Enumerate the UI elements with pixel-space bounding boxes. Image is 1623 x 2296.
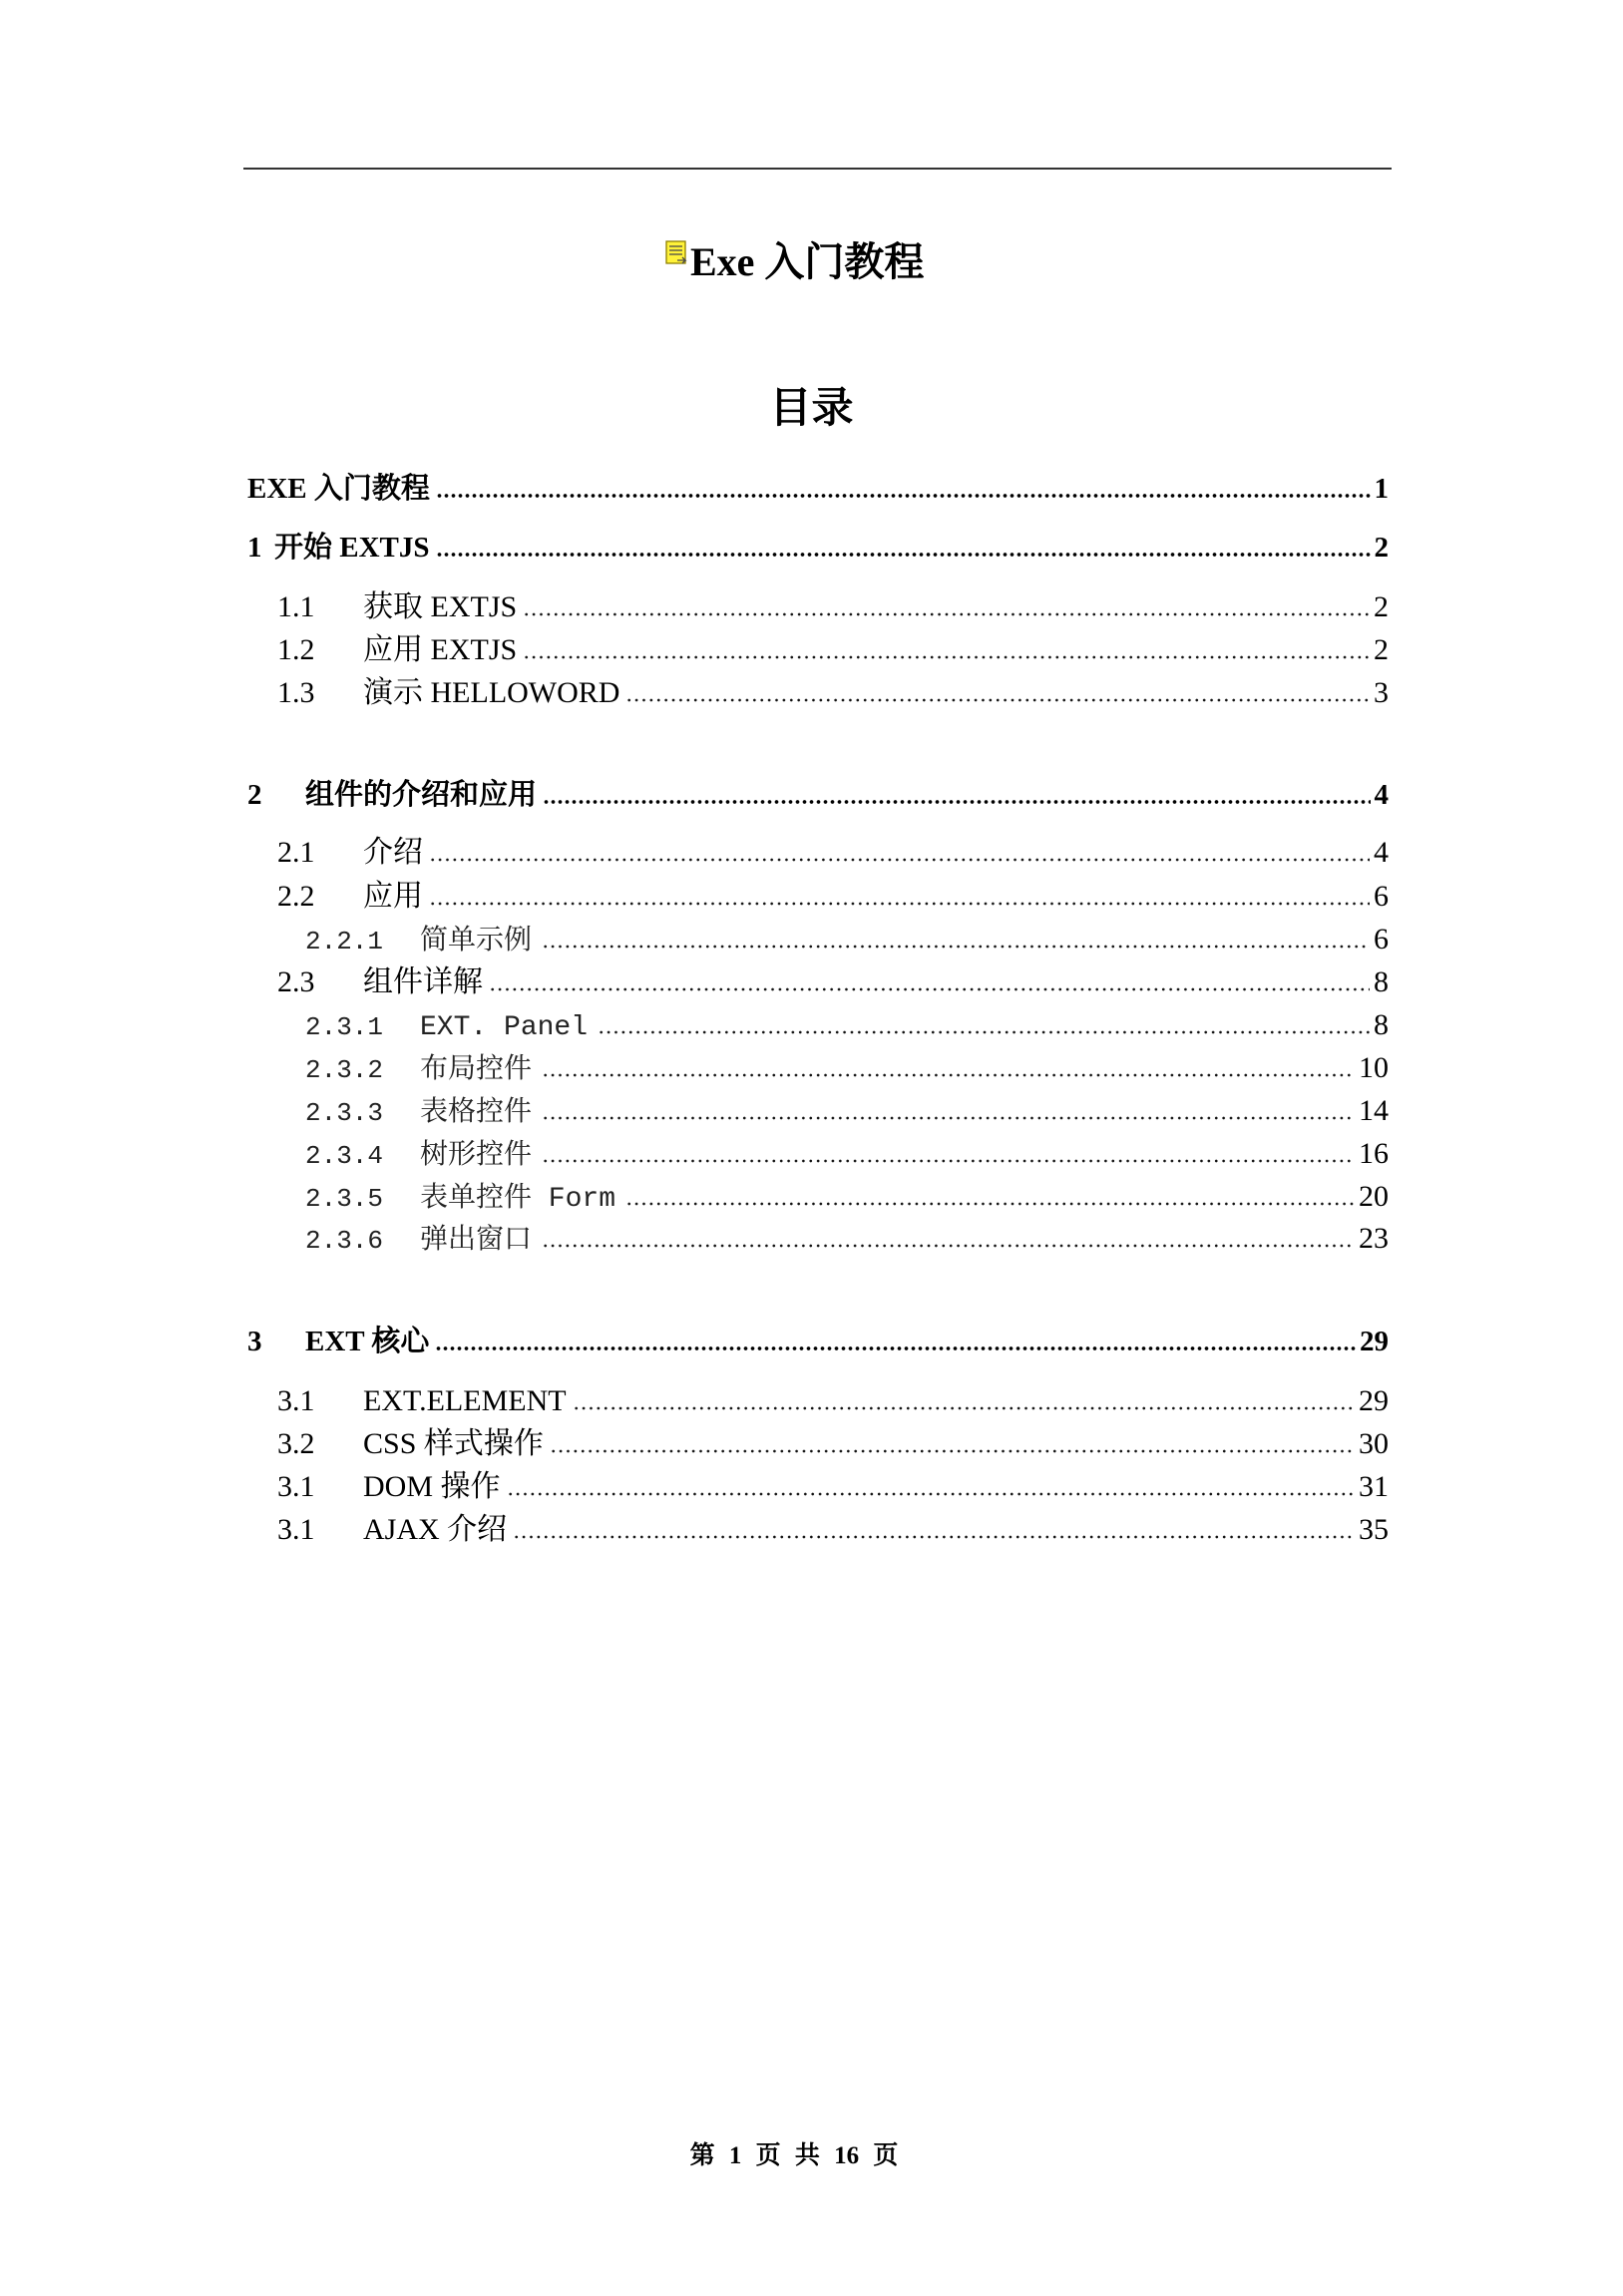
toc-entry[interactable] xyxy=(277,962,1389,1002)
toc-entry-page: 29 xyxy=(1360,1326,1389,1357)
dot-leader xyxy=(436,553,1371,557)
dot-leader xyxy=(542,1073,1355,1077)
toc-entry-page: 6 xyxy=(1374,880,1389,913)
toc-entry-label: 布局控件 xyxy=(420,1055,533,1086)
toc-entry-label: 应用 xyxy=(363,880,423,913)
dot-leader xyxy=(542,945,1370,949)
dot-leader xyxy=(625,698,1370,702)
toc-entry-page: 29 xyxy=(1359,1384,1389,1417)
toc-entry-number: 2.3.2 xyxy=(305,1055,384,1085)
toc-entry-label: 表格控件 xyxy=(420,1098,533,1129)
toc-entry[interactable] xyxy=(247,469,1389,509)
dot-leader xyxy=(542,1159,1355,1163)
toc-entry-label: AJAX 介绍 xyxy=(363,1513,508,1546)
dot-leader xyxy=(507,1492,1355,1496)
toc-entry[interactable] xyxy=(305,1005,1389,1045)
toc-entry-page: 3 xyxy=(1374,676,1389,709)
toc-entry-label: 获取 EXTJS xyxy=(363,590,518,623)
toc-entry-page: 2 xyxy=(1374,633,1389,666)
toc-entry[interactable] xyxy=(277,1424,1389,1464)
dot-leader xyxy=(436,494,1371,498)
toc-entry[interactable] xyxy=(277,833,1389,873)
dot-leader xyxy=(598,1030,1370,1034)
toc-entry-label: 开始 EXTJS xyxy=(274,532,430,564)
toc-entry-page: 4 xyxy=(1374,779,1389,811)
toc-entry-label: 弹出窗口 xyxy=(420,1226,533,1257)
toc-entry-label: 介绍 xyxy=(363,836,423,869)
toc-entry-page: 23 xyxy=(1359,1222,1389,1255)
toc-entry-label: CSS 样式操作 xyxy=(363,1427,544,1460)
dot-leader xyxy=(435,1346,1356,1350)
header-rule xyxy=(243,168,1392,170)
toc-entry-label: 组件详解 xyxy=(363,965,483,998)
toc-entry-label: 演示 HELLOWORD xyxy=(363,676,620,709)
dot-leader xyxy=(550,1449,1355,1453)
toc-entry-label: EXE 入门教程 xyxy=(247,473,430,505)
toc-entry[interactable] xyxy=(305,1177,1389,1217)
toc-entry-label: 简单示例 xyxy=(420,927,533,957)
toc-entry[interactable] xyxy=(277,630,1389,670)
toc-entry-page: 10 xyxy=(1359,1051,1389,1084)
toc-entry[interactable] xyxy=(247,528,1389,568)
toc-entry-page: 30 xyxy=(1359,1427,1389,1460)
toc-entry-label: EXT. Panel xyxy=(420,1012,589,1043)
toc-entry-number: 1.2 xyxy=(277,633,315,666)
toc-entry[interactable] xyxy=(305,1048,1389,1088)
toc-entry-number: 2.3.5 xyxy=(305,1184,384,1214)
toc-entry-number: 2.3.1 xyxy=(305,1012,384,1042)
document-title: Exe 入门教程 xyxy=(690,239,925,284)
toc-entry-page: 31 xyxy=(1359,1470,1389,1503)
toc-entry[interactable] xyxy=(305,920,1389,959)
toc-entry[interactable] xyxy=(305,1219,1389,1259)
toc-entry-page: 16 xyxy=(1359,1137,1389,1170)
toc-entry-label: 树形控件 xyxy=(420,1141,533,1172)
toc-entry-number: 3.1 xyxy=(277,1470,315,1503)
dot-leader xyxy=(542,1244,1355,1248)
toc-entry-page: 35 xyxy=(1359,1513,1389,1546)
toc-entry-label: EXT.ELEMENT xyxy=(363,1384,567,1417)
toc-entry-page: 14 xyxy=(1359,1094,1389,1127)
toc-entry[interactable] xyxy=(305,1134,1389,1174)
dot-leader xyxy=(429,858,1370,862)
dot-leader xyxy=(429,902,1370,906)
toc-heading: 目录 xyxy=(769,386,854,432)
toc-entry-page: 4 xyxy=(1374,836,1389,869)
toc-entry-number: 2.1 xyxy=(277,836,315,869)
toc-entry[interactable] xyxy=(277,1467,1389,1507)
dot-leader xyxy=(543,800,1370,804)
dot-leader xyxy=(523,655,1370,659)
toc-entry-page: 2 xyxy=(1374,532,1389,564)
dot-leader xyxy=(542,1116,1355,1120)
toc-entry[interactable] xyxy=(277,673,1389,713)
toc-entry-number: 2.3.6 xyxy=(305,1226,384,1256)
toc-entry[interactable] xyxy=(305,1091,1389,1131)
toc-entry-number: 3.1 xyxy=(277,1384,315,1417)
dot-leader xyxy=(523,612,1370,616)
toc-entry-number: 1.3 xyxy=(277,676,315,709)
toc-entry-number: 2.3.3 xyxy=(305,1098,384,1128)
toc-entry-number: 2.2.1 xyxy=(305,927,384,957)
toc-entry-number: 3.2 xyxy=(277,1427,315,1460)
toc-entry-page: 20 xyxy=(1359,1180,1389,1213)
toc-entry-page: 1 xyxy=(1374,473,1389,505)
toc-entry-page: 6 xyxy=(1374,923,1389,956)
note-icon[interactable] xyxy=(664,239,690,267)
toc-entry[interactable] xyxy=(277,877,1389,917)
toc-entry-number: 2.2 xyxy=(277,880,315,913)
page-footer: 第 1 页 共 16 页 xyxy=(689,2142,899,2169)
toc-entry-page: 8 xyxy=(1374,965,1389,998)
toc-entry-number: 2.3.4 xyxy=(305,1141,384,1171)
toc-entry[interactable] xyxy=(277,587,1389,627)
dot-leader xyxy=(625,1202,1355,1206)
toc-entry-number: 1.1 xyxy=(277,590,315,623)
toc-entry[interactable] xyxy=(247,775,1389,815)
toc-entry-number: 3 xyxy=(247,1326,262,1357)
toc-entry-number: 1 xyxy=(247,532,262,564)
toc-entry-label: 应用 EXTJS xyxy=(363,633,518,666)
toc-entry-label: EXT 核心 xyxy=(305,1326,430,1357)
toc-entry-number: 2.3 xyxy=(277,965,315,998)
toc-entry[interactable] xyxy=(277,1381,1389,1421)
dot-leader xyxy=(513,1535,1355,1539)
dot-leader xyxy=(573,1406,1355,1410)
dot-leader xyxy=(489,987,1370,991)
toc-entry[interactable] xyxy=(277,1510,1389,1550)
toc-entry-number: 2 xyxy=(247,779,262,811)
toc-entry-number: 3.1 xyxy=(277,1513,315,1546)
toc-entry-label: DOM 操作 xyxy=(363,1470,501,1503)
toc-entry-label: 表单控件 Form xyxy=(420,1184,616,1215)
toc-entry[interactable] xyxy=(247,1322,1389,1361)
toc-entry-page: 2 xyxy=(1374,590,1389,623)
toc-entry-page: 8 xyxy=(1374,1008,1389,1041)
toc-entry-label: 组件的介绍和应用 xyxy=(305,779,538,811)
